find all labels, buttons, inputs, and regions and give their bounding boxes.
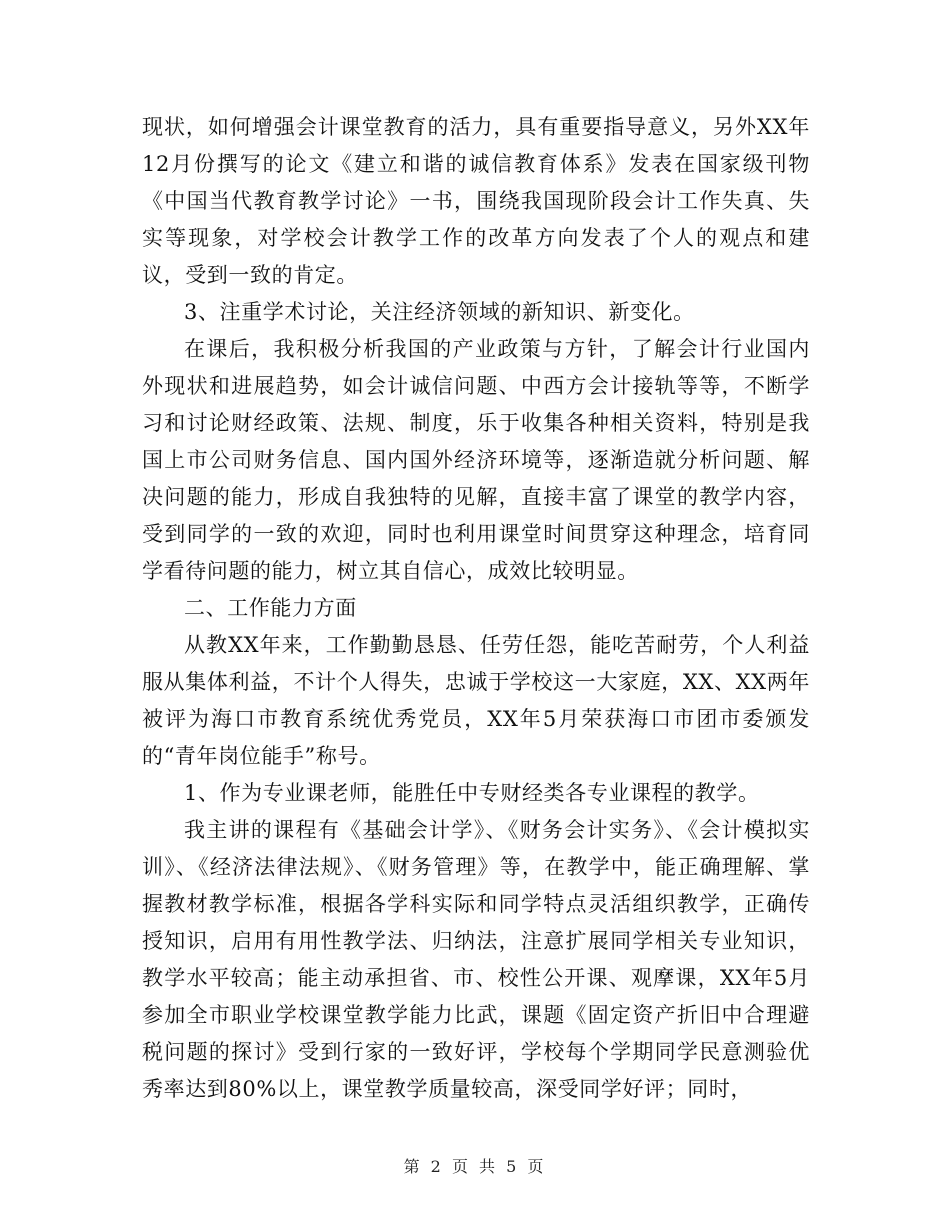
paragraph: 从教XX年来，工作勤勤恳恳、任劳任怨，能吃苦耐劳，个人利益服从集体利益，不计个人得失，忠诚于学校这一大家庭，XX、XX两年被评为海口市教育系统优秀党员，XX年5月荣获海口市团市委颁发的“青年岗位能手”称号。: [142, 633, 810, 768]
page-number-footer: 第 2 页 共 5 页: [403, 1157, 547, 1176]
paragraph: 现状，如何增强会计课堂教育的活力，具有重要指导意义，另外XX年12月份撰写的论文《建立和谐的诚信教育体系》发表在国家级刊物《中国当代教育教学讨论》一书，围绕我国现阶段会计工作失真、失实等现象，对学校会计教学工作的改革方向发表了个人的观点和建议，受到一致的肯定。: [142, 115, 810, 287]
paragraph: 我主讲的课程有《基础会计学》、《财务会计实务》、《会计模拟实训》、《经济法律法规》、《财务管理》等，在教学中，能正确理解、掌握教材教学标准，根据各学科实际和同学特点灵活组织教学，正确传授知识，启用有用性教学法、归纳法，注意扩展同学相关专业知识，教学水平较高；能主动承担省、市、校性公开课、观摩课，XX年5月参加全市职业学校课堂教学能力比武，课题《固定资产折旧中合理避税问题的探讨》受到行家的一致好评，学校每个学期同学民意测验优秀率达到80%以上，课堂教学质量较高，深受同学好评；同时，: [142, 818, 810, 1101]
section-heading: 二、工作能力方面: [184, 596, 357, 620]
document-body: [142, 109, 810, 1108]
paragraph: 3、注重学术讨论，关注经济领域的新知识、新变化。: [184, 300, 695, 324]
paragraph: 在课后，我积极分析我国的产业政策与方针，了解会计行业国内外现状和进展趋势，如会计诚信问题、中西方会计接轨等等，不断学习和讨论财经政策、法规、制度，乐于收集各种相关资料，特别是我国上市公司财务信息、国内国外经济环境等，逐渐造就分析问题、解决问题的能力，形成自我独特的见解，直接丰富了课堂的教学内容，受到同学的一致的欢迎，同时也利用课堂时间贯穿这种理念，培育同学看待问题的能力，树立其自信心，成效比较明显。: [142, 337, 810, 583]
subsection-heading: 1、作为专业课老师，能胜任中专财经类各专业课程的教学。: [184, 781, 760, 805]
